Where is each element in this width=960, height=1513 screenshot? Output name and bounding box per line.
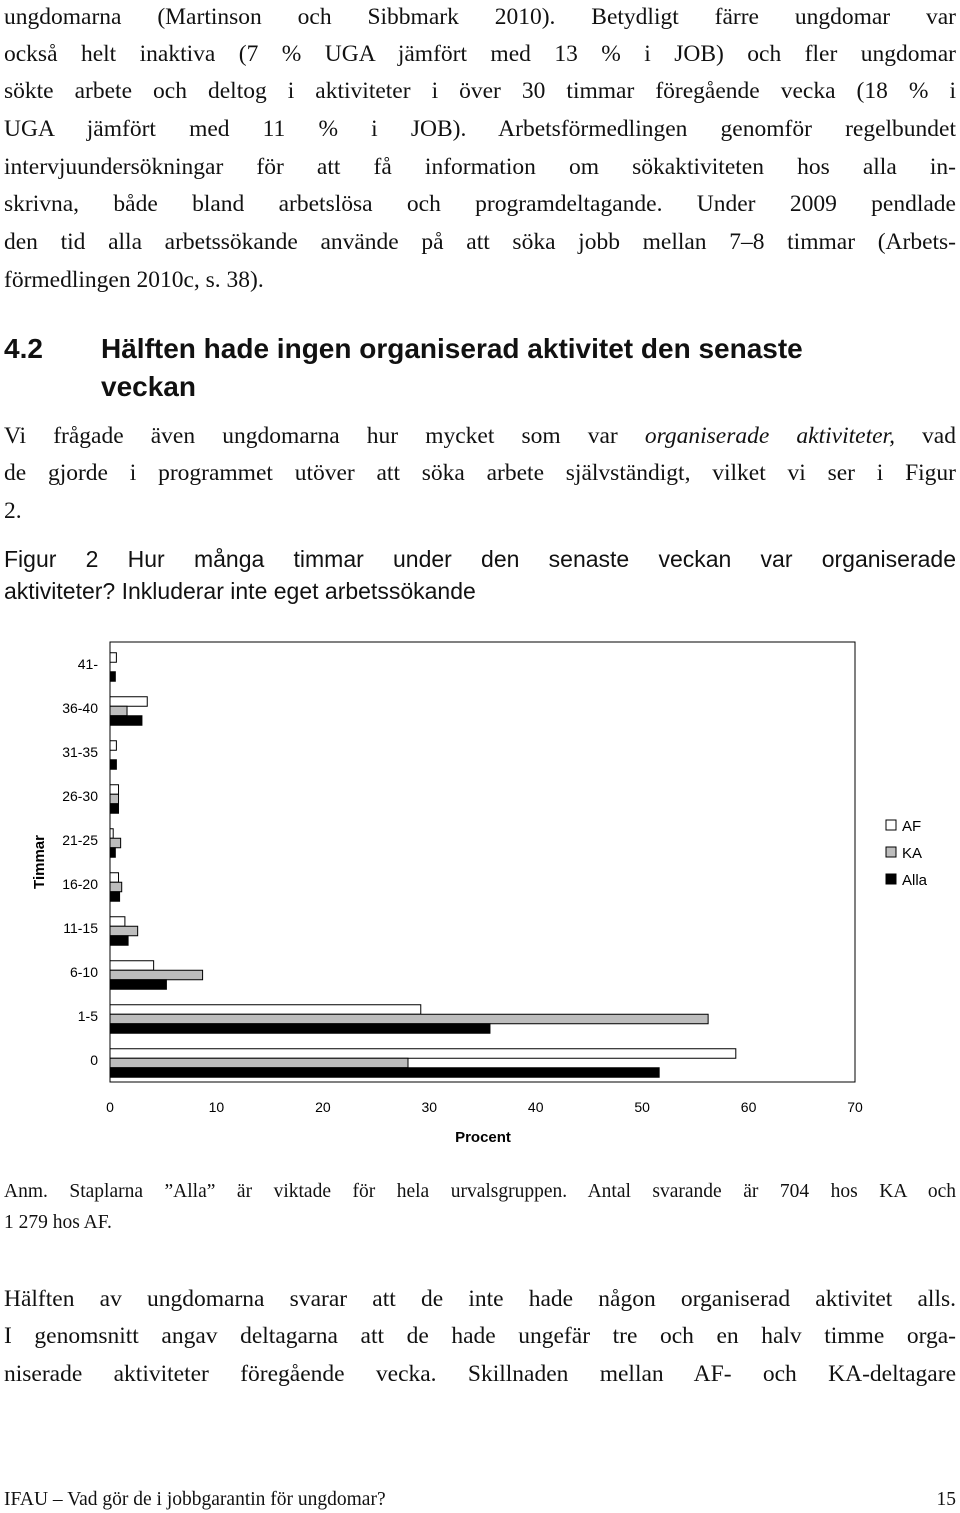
x-tick-label: 40: [527, 1099, 544, 1115]
paragraph-line: de gjorde i programmet utöver att söka arbete självständigt, vilket vi ser i Figur: [4, 460, 956, 486]
bar-alla-31-35: [110, 760, 116, 770]
paragraph-line: också helt inaktiva (7 % UGA jämfört med 13 % i JOB) och fler ungdomar: [4, 41, 956, 67]
bar-alla-11-15: [110, 936, 128, 946]
emphasis-text: organiserade aktiviteter,: [644, 423, 895, 449]
page-number: 15: [936, 1489, 956, 1510]
bar-ka-26-30: [110, 794, 119, 804]
paragraph-line: UGA jämfört med 11 % i JOB). Arbetsförmedlingen genomför regelbundet: [4, 116, 956, 142]
y-tick-label: 6-10: [69, 964, 98, 980]
x-tick-label: 30: [421, 1099, 438, 1115]
note-line-1: Anm. Staplarna ”Alla” är viktade för hela urvalsgruppen. Antal svarande är 704 hos KA och: [4, 1181, 956, 1202]
section-title-line-2: veckan: [101, 371, 196, 402]
legend-label-af: AF: [902, 818, 922, 835]
footer-title: IFAU – Vad gör de i jobbgarantin för ungdomar?: [4, 1489, 386, 1510]
bar-alla-21-25: [110, 848, 115, 858]
paragraph-line: intervjuundersökningar för att få information om sökaktiviteten hos alla in-: [4, 154, 956, 180]
legend-label-ka: KA: [902, 845, 923, 862]
x-tick-label: 60: [740, 1099, 757, 1115]
legend-swatch-alla: [886, 874, 896, 884]
bar-alla-16-20: [110, 892, 120, 902]
bar-ka-21-25: [110, 838, 121, 848]
x-tick-label: 50: [634, 1099, 650, 1115]
bar-ka-16-20: [110, 882, 122, 892]
y-tick-label: 31-35: [62, 744, 98, 760]
bar-ka-6-10: [110, 970, 203, 980]
paragraph-line: Hälften av ungdomarna svarar att de inte hade någon organiserad aktivitet alls.: [4, 1286, 956, 1312]
paragraph-line: förmedlingen 2010c, s. 38).: [4, 267, 264, 293]
bar-af-21-25: [110, 829, 113, 839]
paragraph-text: Vi frågade även ungdomarna hur mycket som var: [4, 423, 645, 449]
chart-legend: [886, 818, 928, 889]
figure-caption-line-1: Figur 2 Hur många timmar under den senaste veckan var organiserade: [4, 546, 956, 572]
paragraph-line: sökte arbete och deltog i aktiviteter i över 30 timmar föregående vecka (18 % i: [4, 78, 956, 104]
paragraph-line: 2.: [4, 498, 22, 524]
x-tick-label: 0: [106, 1099, 114, 1115]
bar-af-1-5: [110, 1005, 421, 1015]
y-tick-label: 11-15: [63, 920, 98, 936]
paragraph-line: ungdomarna (Martinson och Sibbmark 2010). Betydligt färre ungdomar var: [4, 4, 956, 30]
section-number: 4.2: [4, 333, 43, 364]
paragraph-line: skrivna, både bland arbetslösa och programdeltagande. Under 2009 pendlade: [4, 191, 956, 217]
bar-ka-36-40: [110, 706, 127, 716]
x-tick-label: 70: [847, 1099, 863, 1115]
bar-af-11-15: [110, 917, 125, 927]
paragraph-line: [4, 421, 956, 451]
bar-ka-1-5: [110, 1014, 708, 1024]
legend-swatch-af: [886, 820, 896, 830]
bar-alla-6-10: [110, 980, 166, 990]
paragraph-line: den tid alla arbetssökande använde på att söka jobb mellan 7–8 timmar (Arbets-: [4, 229, 956, 255]
bar-alla-26-30: [110, 804, 119, 814]
y-tick-label: 0: [90, 1052, 98, 1068]
legend-swatch-ka: [886, 847, 896, 857]
bar-af-41-: [110, 653, 116, 663]
figure-caption-line-2: aktiviteter? Inkluderar inte eget arbetssökande: [4, 578, 476, 604]
paragraph-line: niserade aktiviteter föregående vecka. Skillnaden mellan AF- och KA-deltagare: [4, 1361, 956, 1387]
legend-label-alla: Alla: [902, 872, 928, 889]
y-tick-label: 21-25: [62, 832, 98, 848]
note-line-2: 1 279 hos AF.: [4, 1212, 112, 1233]
bar-alla-0: [110, 1068, 659, 1078]
y-axis-title: Timmar: [31, 835, 48, 889]
section-title-line-1: Hälften hade ingen organiserad aktivitet den senaste: [101, 333, 803, 364]
bar-af-6-10: [110, 961, 154, 971]
bar-ka-0: [110, 1058, 408, 1068]
bar-chart: [0, 600, 960, 1160]
y-tick-label: 1-5: [77, 1008, 98, 1024]
bar-ka-11-15: [110, 926, 138, 936]
x-tick-label: 10: [208, 1099, 225, 1115]
x-axis-title: Procent: [455, 1129, 511, 1146]
bar-af-36-40: [110, 697, 147, 707]
bar-alla-36-40: [110, 716, 142, 726]
bar-af-0: [110, 1049, 736, 1059]
y-tick-label: 41-: [77, 656, 98, 672]
bar-af-31-35: [110, 741, 116, 751]
bar-alla-41-: [110, 672, 115, 682]
x-tick-label: 20: [315, 1099, 331, 1115]
bar-alla-1-5: [110, 1024, 490, 1034]
bar-af-16-20: [110, 873, 119, 883]
bar-af-26-30: [110, 785, 119, 795]
y-tick-label: 16-20: [62, 876, 98, 892]
y-tick-label: 36-40: [62, 700, 98, 716]
paragraph-line: I genomsnitt angav deltagarna att de hade ungefär tre och en halv timme orga-: [4, 1323, 956, 1349]
y-tick-label: 26-30: [62, 788, 98, 804]
paragraph-text: vad: [894, 423, 956, 449]
